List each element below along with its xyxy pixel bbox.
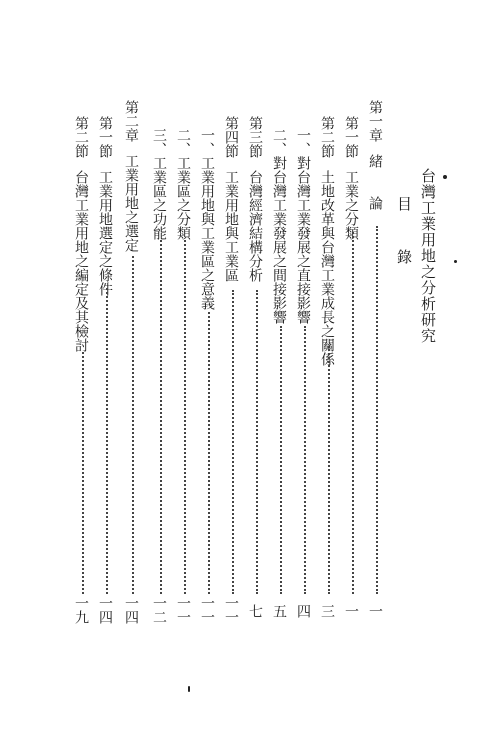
toc-entry-page: 一九 [73, 596, 89, 624]
toc-entry-page: 一四 [123, 596, 139, 624]
toc-entry [152, 128, 166, 240]
toc-entry-leader [304, 326, 309, 594]
toc-entry-title: 三、工業區之功能 [151, 128, 167, 240]
toc-entry-title: 緒 論 [367, 154, 383, 210]
toc-entry-leader [280, 326, 285, 594]
toc-entry-title: 工業用地與工業區 [223, 170, 239, 282]
toc-entry [200, 128, 214, 310]
scan-speck [188, 686, 190, 692]
toc-heading: 目 錄 [395, 196, 413, 274]
toc-entry [74, 116, 88, 352]
toc-entry [368, 100, 382, 210]
toc-entry-leader [376, 226, 381, 594]
toc-entry-label: 第四節 [223, 116, 239, 158]
document-title: 台灣工業用地之分析研究 [419, 168, 437, 344]
toc-entry [296, 128, 310, 324]
scan-speck [443, 175, 447, 179]
toc-entry [98, 116, 112, 296]
toc-entry-leader [106, 288, 111, 594]
toc-entry-title: 工業之分類 [343, 170, 359, 240]
toc-entry [344, 116, 358, 240]
toc-entry-label: 第二節 [73, 116, 89, 158]
toc-entry-label: 第二節 [319, 116, 335, 158]
toc-entry-title: 土地改革與台灣工業成長之關係 [319, 170, 335, 366]
toc-entry-page: 一一 [223, 596, 239, 624]
toc-entry-page: 一四 [97, 596, 113, 624]
toc-entry-page: 一一 [199, 596, 215, 624]
toc-entry-title: 二、對台灣工業發展之間接影響 [271, 128, 287, 324]
toc-entry-leader [184, 240, 189, 594]
toc-entry-label: 第一章 [367, 100, 383, 142]
toc-entry [248, 116, 262, 282]
toc-entry-leader [208, 312, 213, 594]
toc-entry-leader [352, 232, 357, 594]
toc-entry-leader [160, 240, 165, 594]
toc-entry-page: 一 [367, 604, 383, 618]
toc-entry-page: 三 [319, 604, 335, 618]
toc-entry-title: 台灣經濟結構分析 [247, 170, 263, 282]
toc-entry-page: 五 [271, 604, 287, 618]
toc-entry-label: 第一節 [97, 116, 113, 158]
toc-entry-title: 二、工業區之分類 [175, 128, 191, 240]
toc-entry-leader [328, 346, 333, 594]
toc-entry-leader [256, 290, 261, 594]
toc-entry-page: 四 [295, 604, 311, 618]
toc-entry-leader [82, 352, 87, 594]
toc-entry-title: 工業用地之選定 [123, 154, 139, 252]
toc-entry-page: 一 [343, 604, 359, 618]
toc-entry-page: 一二 [151, 596, 167, 624]
toc-entry [176, 128, 190, 240]
toc-entry-page: 一一 [175, 596, 191, 624]
toc-entry [320, 116, 334, 366]
toc-entry-title: 台灣工業用地之編定及其檢討 [73, 170, 89, 352]
toc-entry-label: 第三節 [247, 116, 263, 158]
toc-entry-leader [232, 290, 237, 594]
toc-entry-title: 工業用地選定之條件 [97, 170, 113, 296]
toc-entry-label: 第一節 [343, 116, 359, 158]
toc-entry [272, 128, 286, 324]
toc-entry-title: 一、工業用地與工業區之意義 [199, 128, 215, 310]
toc-entry [224, 116, 238, 282]
toc-entry-leader [132, 256, 137, 594]
toc-entry-label: 第二章 [123, 100, 139, 142]
toc-entry [124, 100, 138, 252]
scan-speck [454, 260, 457, 263]
toc-entry-title: 一、對台灣工業發展之直接影響 [295, 128, 311, 324]
toc-entry-page: 七 [247, 604, 263, 618]
